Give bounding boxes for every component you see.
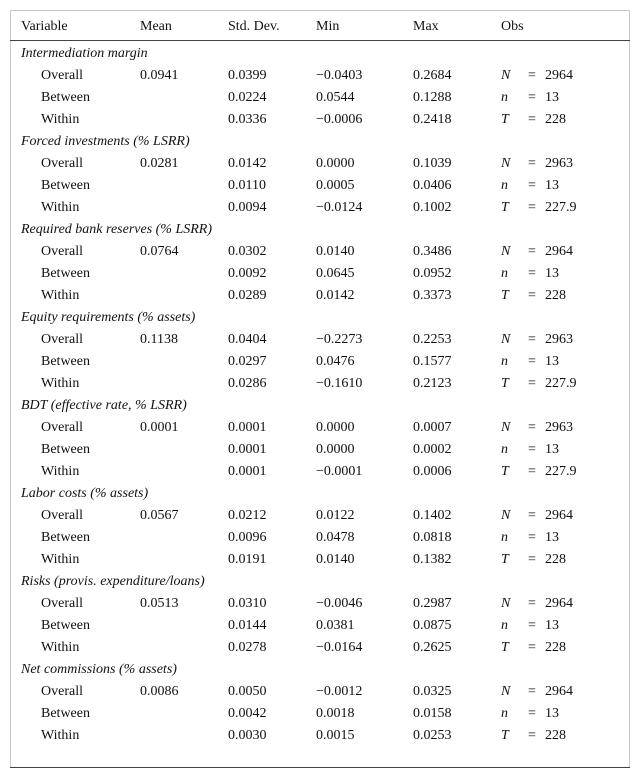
obs-equals: = <box>528 332 536 347</box>
obs-symbol: n <box>501 706 508 721</box>
obs-value: 13 <box>545 354 559 369</box>
obs-value: 2964 <box>545 68 573 83</box>
cell-max: 0.2253 <box>413 332 452 347</box>
cell-std-dev: 0.0191 <box>228 552 267 567</box>
group-header-row <box>10 395 630 417</box>
cell-mean <box>140 725 228 747</box>
cell-max: 0.1382 <box>413 552 452 567</box>
obs-equals: = <box>528 156 536 171</box>
table-row <box>10 285 630 307</box>
obs-equals: = <box>528 596 536 611</box>
cell-max: 0.3373 <box>413 288 452 303</box>
cell-min: 0.0140 <box>316 552 355 567</box>
row-label: Within <box>41 376 80 391</box>
table-row <box>10 461 630 483</box>
cell-min: 0.0122 <box>316 508 355 523</box>
cell-obs <box>501 593 630 615</box>
obs-value: 2963 <box>545 332 573 347</box>
cell-min: −0.1610 <box>316 376 363 391</box>
cell-min: 0.0381 <box>316 618 355 633</box>
obs-value: 13 <box>545 178 559 193</box>
cell-mean: 0.0513 <box>140 596 179 611</box>
group-title: Net commissions (% assets) <box>21 662 177 677</box>
cell-std-dev: 0.0289 <box>228 288 267 303</box>
table-row <box>10 703 630 725</box>
cell-std-dev: 0.0286 <box>228 376 267 391</box>
obs-symbol: N <box>501 332 511 347</box>
table-body <box>10 41 630 748</box>
obs-equals: = <box>528 706 536 721</box>
obs-equals: = <box>528 618 536 633</box>
cell-mean: 0.0941 <box>140 68 179 83</box>
table-row <box>10 549 630 571</box>
cell-std-dev: 0.0404 <box>228 332 267 347</box>
obs-equals: = <box>528 68 536 83</box>
cell-mean <box>140 461 228 483</box>
obs-symbol: N <box>501 420 511 435</box>
group-header-row <box>10 483 630 505</box>
obs-symbol: N <box>501 508 511 523</box>
cell-max: 0.1288 <box>413 90 452 105</box>
cell-obs <box>501 351 630 373</box>
cell-max: 0.1577 <box>413 354 452 369</box>
table-row <box>10 351 630 373</box>
table-row <box>10 439 630 461</box>
cell-obs <box>501 197 630 219</box>
cell-max: 0.0002 <box>413 442 452 457</box>
header-max: Max <box>413 14 501 41</box>
obs-symbol: n <box>501 618 508 633</box>
cell-mean <box>140 549 228 571</box>
row-label: Within <box>41 464 80 479</box>
cell-max: 0.0875 <box>413 618 452 633</box>
obs-equals: = <box>528 684 536 699</box>
group-header-row <box>10 659 630 681</box>
table-row <box>10 637 630 659</box>
table-row <box>10 593 630 615</box>
table-row <box>10 197 630 219</box>
obs-symbol: T <box>501 288 509 303</box>
cell-mean: 0.0567 <box>140 508 179 523</box>
cell-max: 0.1402 <box>413 508 452 523</box>
obs-symbol: T <box>501 200 509 215</box>
obs-equals: = <box>528 508 536 523</box>
cell-min: −0.0046 <box>316 596 363 611</box>
obs-equals: = <box>528 112 536 127</box>
obs-equals: = <box>528 354 536 369</box>
cell-obs <box>501 285 630 307</box>
obs-equals: = <box>528 640 536 655</box>
obs-value: 2963 <box>545 156 573 171</box>
table-row <box>10 505 630 527</box>
obs-equals: = <box>528 244 536 259</box>
cell-mean: 0.0281 <box>140 156 179 171</box>
cell-obs <box>501 615 630 637</box>
row-label: Overall <box>41 684 83 699</box>
cell-obs <box>501 637 630 659</box>
cell-max: 0.2123 <box>413 376 452 391</box>
bottom-rule <box>10 767 630 768</box>
cell-min: 0.0142 <box>316 288 355 303</box>
header-row <box>10 14 630 41</box>
obs-symbol: T <box>501 112 509 127</box>
cell-max: 0.2418 <box>413 112 452 127</box>
cell-min: 0.0645 <box>316 266 355 281</box>
cell-obs <box>501 549 630 571</box>
obs-value: 13 <box>545 90 559 105</box>
cell-obs <box>501 153 630 175</box>
cell-min: −0.0124 <box>316 200 363 215</box>
cell-min: 0.0005 <box>316 178 355 193</box>
obs-symbol: N <box>501 684 511 699</box>
cell-mean <box>140 197 228 219</box>
cell-obs <box>501 263 630 285</box>
cell-max: 0.0952 <box>413 266 452 281</box>
table-row <box>10 109 630 131</box>
cell-std-dev: 0.0042 <box>228 706 267 721</box>
cell-max: 0.1002 <box>413 200 452 215</box>
row-label: Within <box>41 288 80 303</box>
cell-max: 0.0007 <box>413 420 452 435</box>
cell-std-dev: 0.0399 <box>228 68 267 83</box>
group-title: Equity requirements (% assets) <box>21 310 196 325</box>
obs-equals: = <box>528 266 536 281</box>
cell-std-dev: 0.0212 <box>228 508 267 523</box>
obs-symbol: T <box>501 376 509 391</box>
row-label: Between <box>41 706 90 721</box>
cell-mean: 0.0086 <box>140 684 179 699</box>
row-label: Within <box>41 200 80 215</box>
obs-symbol: N <box>501 68 511 83</box>
cell-min: 0.0000 <box>316 442 355 457</box>
table-row <box>10 241 630 263</box>
cell-max: 0.0158 <box>413 706 452 721</box>
cell-std-dev: 0.0096 <box>228 530 267 545</box>
obs-value: 228 <box>545 552 566 567</box>
obs-symbol: n <box>501 266 508 281</box>
cell-std-dev: 0.0336 <box>228 112 267 127</box>
obs-value: 2964 <box>545 684 573 699</box>
obs-equals: = <box>528 420 536 435</box>
cell-obs <box>501 175 630 197</box>
table-row <box>10 263 630 285</box>
cell-min: 0.0476 <box>316 354 355 369</box>
header-min: Min <box>316 14 413 41</box>
header-obs: Obs <box>501 14 630 41</box>
table-row <box>10 175 630 197</box>
cell-max: 0.0818 <box>413 530 452 545</box>
obs-symbol: T <box>501 464 509 479</box>
cell-std-dev: 0.0302 <box>228 244 267 259</box>
obs-equals: = <box>528 200 536 215</box>
row-label: Overall <box>41 420 83 435</box>
cell-obs <box>501 65 630 87</box>
table-row <box>10 681 630 703</box>
cell-min: −0.0012 <box>316 684 363 699</box>
cell-std-dev: 0.0094 <box>228 200 267 215</box>
obs-value: 13 <box>545 266 559 281</box>
obs-equals: = <box>528 530 536 545</box>
cell-max: 0.0325 <box>413 684 452 699</box>
cell-mean: 0.1138 <box>140 332 178 347</box>
group-header-row <box>10 307 630 329</box>
row-label: Between <box>41 266 90 281</box>
group-header-row <box>10 131 630 153</box>
cell-std-dev: 0.0001 <box>228 464 267 479</box>
cell-std-dev: 0.0050 <box>228 684 267 699</box>
cell-min: 0.0140 <box>316 244 355 259</box>
cell-std-dev: 0.0001 <box>228 420 267 435</box>
row-label: Between <box>41 530 90 545</box>
cell-obs <box>501 439 630 461</box>
cell-obs <box>501 373 630 395</box>
obs-equals: = <box>528 288 536 303</box>
obs-value: 2963 <box>545 420 573 435</box>
obs-value: 228 <box>545 112 566 127</box>
group-title: Intermediation margin <box>21 46 148 61</box>
table-row <box>10 153 630 175</box>
row-label: Between <box>41 354 90 369</box>
cell-mean <box>140 109 228 131</box>
group-header-row <box>10 41 630 66</box>
cell-obs <box>501 703 630 725</box>
cell-mean <box>140 439 228 461</box>
row-label: Within <box>41 728 80 743</box>
cell-mean <box>140 285 228 307</box>
obs-symbol: n <box>501 442 508 457</box>
cell-min: 0.0000 <box>316 156 355 171</box>
cell-min: −0.0403 <box>316 68 363 83</box>
row-label: Overall <box>41 332 83 347</box>
cell-max: 0.0006 <box>413 464 452 479</box>
obs-value: 13 <box>545 530 559 545</box>
cell-std-dev: 0.0110 <box>228 178 266 193</box>
cell-max: 0.3486 <box>413 244 452 259</box>
row-label: Overall <box>41 596 83 611</box>
obs-symbol: n <box>501 354 508 369</box>
obs-equals: = <box>528 552 536 567</box>
obs-symbol: n <box>501 90 508 105</box>
cell-max: 0.0253 <box>413 728 452 743</box>
table-row <box>10 615 630 637</box>
obs-equals: = <box>528 464 536 479</box>
cell-mean <box>140 615 228 637</box>
obs-value: 228 <box>545 640 566 655</box>
table-row <box>10 65 630 87</box>
table-row <box>10 373 630 395</box>
cell-obs <box>501 527 630 549</box>
row-label: Within <box>41 640 80 655</box>
obs-equals: = <box>528 442 536 457</box>
cell-max: 0.0406 <box>413 178 452 193</box>
obs-symbol: T <box>501 552 509 567</box>
cell-min: 0.0000 <box>316 420 355 435</box>
obs-symbol: N <box>501 596 511 611</box>
obs-value: 2964 <box>545 244 573 259</box>
cell-mean <box>140 263 228 285</box>
group-header-row <box>10 219 630 241</box>
cell-min: −0.0006 <box>316 112 363 127</box>
obs-equals: = <box>528 376 536 391</box>
cell-obs <box>501 417 630 439</box>
cell-max: 0.2625 <box>413 640 452 655</box>
obs-equals: = <box>528 90 536 105</box>
obs-value: 227.9 <box>545 376 577 391</box>
cell-mean <box>140 703 228 725</box>
cell-std-dev: 0.0224 <box>228 90 267 105</box>
table-row <box>10 87 630 109</box>
cell-min: −0.0164 <box>316 640 363 655</box>
group-title: Forced investments (% LSRR) <box>21 134 190 149</box>
cell-std-dev: 0.0030 <box>228 728 267 743</box>
obs-value: 227.9 <box>545 200 577 215</box>
cell-obs <box>501 461 630 483</box>
obs-value: 13 <box>545 442 559 457</box>
obs-value: 2964 <box>545 508 573 523</box>
cell-obs <box>501 505 630 527</box>
obs-symbol: N <box>501 244 511 259</box>
cell-obs <box>501 725 630 747</box>
cell-max: 0.2684 <box>413 68 452 83</box>
group-header-row <box>10 571 630 593</box>
header-mean: Mean <box>140 14 228 41</box>
cell-mean <box>140 637 228 659</box>
cell-min: −0.2273 <box>316 332 363 347</box>
cell-obs <box>501 329 630 351</box>
group-title: Required bank reserves (% LSRR) <box>21 222 213 237</box>
cell-std-dev: 0.0144 <box>228 618 267 633</box>
cell-min: 0.0478 <box>316 530 355 545</box>
group-title: Risks (provis. expenditure/loans) <box>21 574 205 589</box>
obs-value: 2964 <box>545 596 573 611</box>
header-variable: Variable <box>10 14 140 41</box>
descriptive-statistics-table <box>10 14 630 747</box>
cell-std-dev: 0.0092 <box>228 266 267 281</box>
row-label: Overall <box>41 156 83 171</box>
header-std-dev: Std. Dev. <box>228 14 316 41</box>
cell-obs <box>501 241 630 263</box>
table-row <box>10 417 630 439</box>
row-label: Between <box>41 618 90 633</box>
cell-mean <box>140 87 228 109</box>
obs-value: 227.9 <box>545 464 577 479</box>
row-label: Within <box>41 112 80 127</box>
obs-symbol: N <box>501 156 511 171</box>
row-label: Overall <box>41 244 83 259</box>
row-label: Within <box>41 552 80 567</box>
table-row <box>10 725 630 747</box>
obs-equals: = <box>528 178 536 193</box>
cell-min: −0.0001 <box>316 464 363 479</box>
cell-std-dev: 0.0142 <box>228 156 267 171</box>
cell-max: 0.1039 <box>413 156 452 171</box>
obs-value: 13 <box>545 706 559 721</box>
cell-mean <box>140 351 228 373</box>
obs-value: 228 <box>545 728 566 743</box>
row-label: Between <box>41 90 90 105</box>
cell-min: 0.0544 <box>316 90 355 105</box>
cell-std-dev: 0.0297 <box>228 354 267 369</box>
cell-mean: 0.0001 <box>140 420 179 435</box>
table-row <box>10 527 630 549</box>
cell-min: 0.0015 <box>316 728 355 743</box>
cell-obs <box>501 87 630 109</box>
row-label: Between <box>41 442 90 457</box>
group-title: Labor costs (% assets) <box>21 486 149 501</box>
obs-symbol: n <box>501 530 508 545</box>
cell-mean <box>140 527 228 549</box>
cell-std-dev: 0.0278 <box>228 640 267 655</box>
table-row <box>10 329 630 351</box>
row-label: Overall <box>41 508 83 523</box>
cell-mean <box>140 175 228 197</box>
obs-symbol: T <box>501 640 509 655</box>
group-title: BDT (effective rate, % LSRR) <box>21 398 187 413</box>
cell-obs <box>501 109 630 131</box>
cell-mean <box>140 373 228 395</box>
obs-symbol: T <box>501 728 509 743</box>
cell-std-dev: 0.0001 <box>228 442 267 457</box>
obs-value: 228 <box>545 288 566 303</box>
cell-min: 0.0018 <box>316 706 355 721</box>
obs-value: 13 <box>545 618 559 633</box>
obs-symbol: n <box>501 178 508 193</box>
obs-equals: = <box>528 728 536 743</box>
cell-obs <box>501 681 630 703</box>
row-label: Between <box>41 178 90 193</box>
cell-std-dev: 0.0310 <box>228 596 267 611</box>
row-label: Overall <box>41 68 83 83</box>
cell-mean: 0.0764 <box>140 244 179 259</box>
cell-max: 0.2987 <box>413 596 452 611</box>
